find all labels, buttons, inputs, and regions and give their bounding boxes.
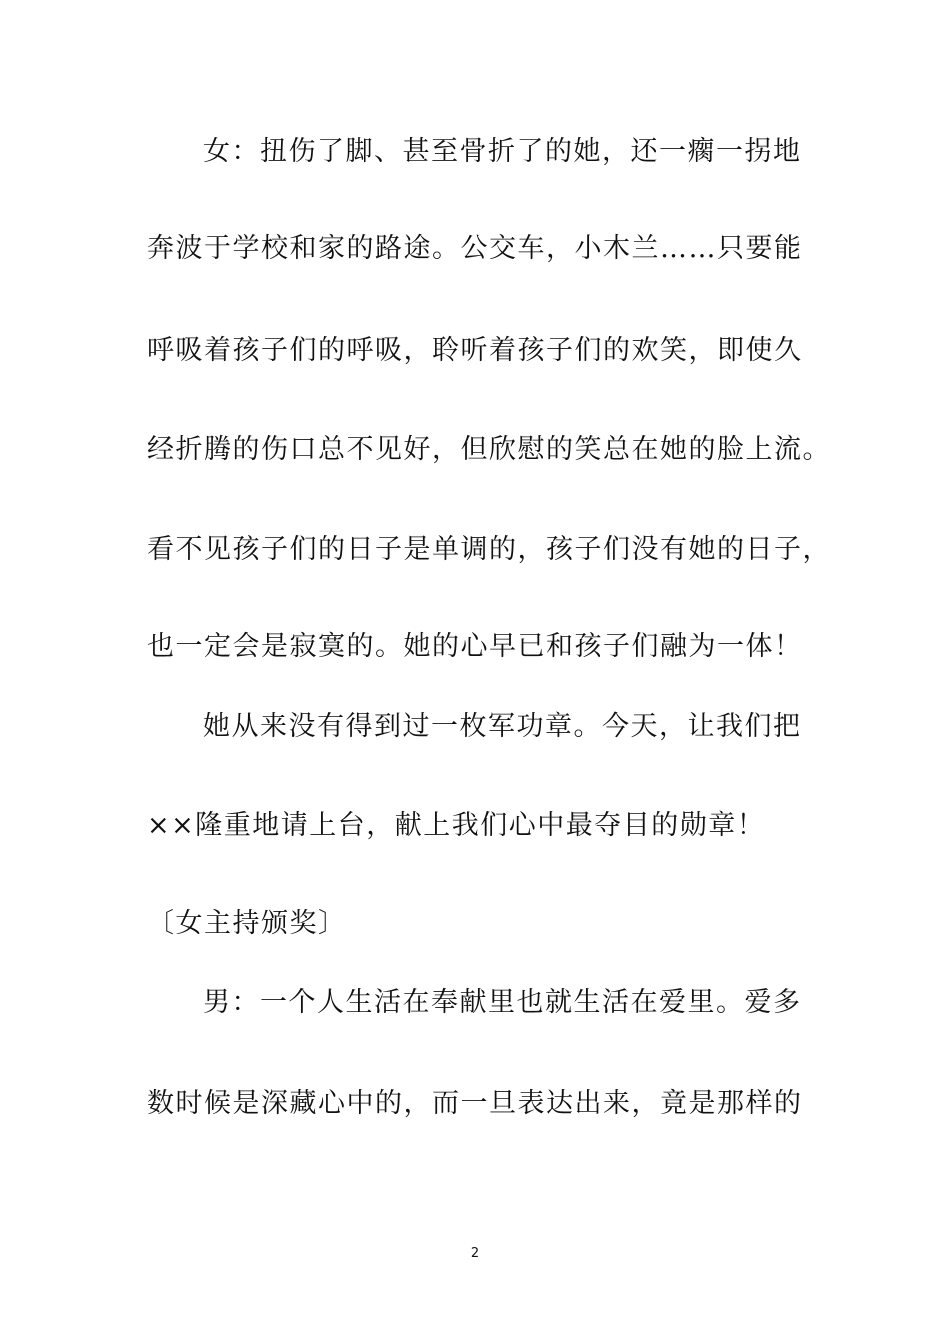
text-line-6: 也一定会是寂寞的。她的心早已和孩子们融为一体！	[147, 631, 803, 662]
text-line-10: 男：一个人生活在奉献里也就生活在爱里。爱多	[203, 987, 802, 1018]
page-number: 2	[470, 1246, 480, 1261]
text-line-11: 数时候是深藏心中的，而一旦表达出来，竟是那样的	[147, 1088, 803, 1119]
text-line-4: 经折腾的伤口总不见好，但欣慰的笑总在她的脸上流。	[147, 434, 831, 465]
text-line-3: 呼吸着孩子们的呼吸，聆听着孩子们的欢笑，即使久	[147, 335, 803, 366]
text-line-7: 她从来没有得到过一枚军功章。今天，让我们把	[203, 711, 802, 742]
text-line-9: 〔女主持颁奖〕	[147, 908, 347, 939]
text-line-8: ××隆重地请上台，献上我们心中最夺目的勋章！	[147, 810, 766, 841]
text-line-2: 奔波于学校和家的路途。公交车，小木兰……只要能	[147, 233, 803, 264]
text-line-1: 女：扭伤了脚、甚至骨折了的她，还一瘸一拐地	[203, 136, 802, 167]
text-line-5: 看不见孩子们的日子是单调的，孩子们没有她的日子，	[147, 534, 831, 565]
